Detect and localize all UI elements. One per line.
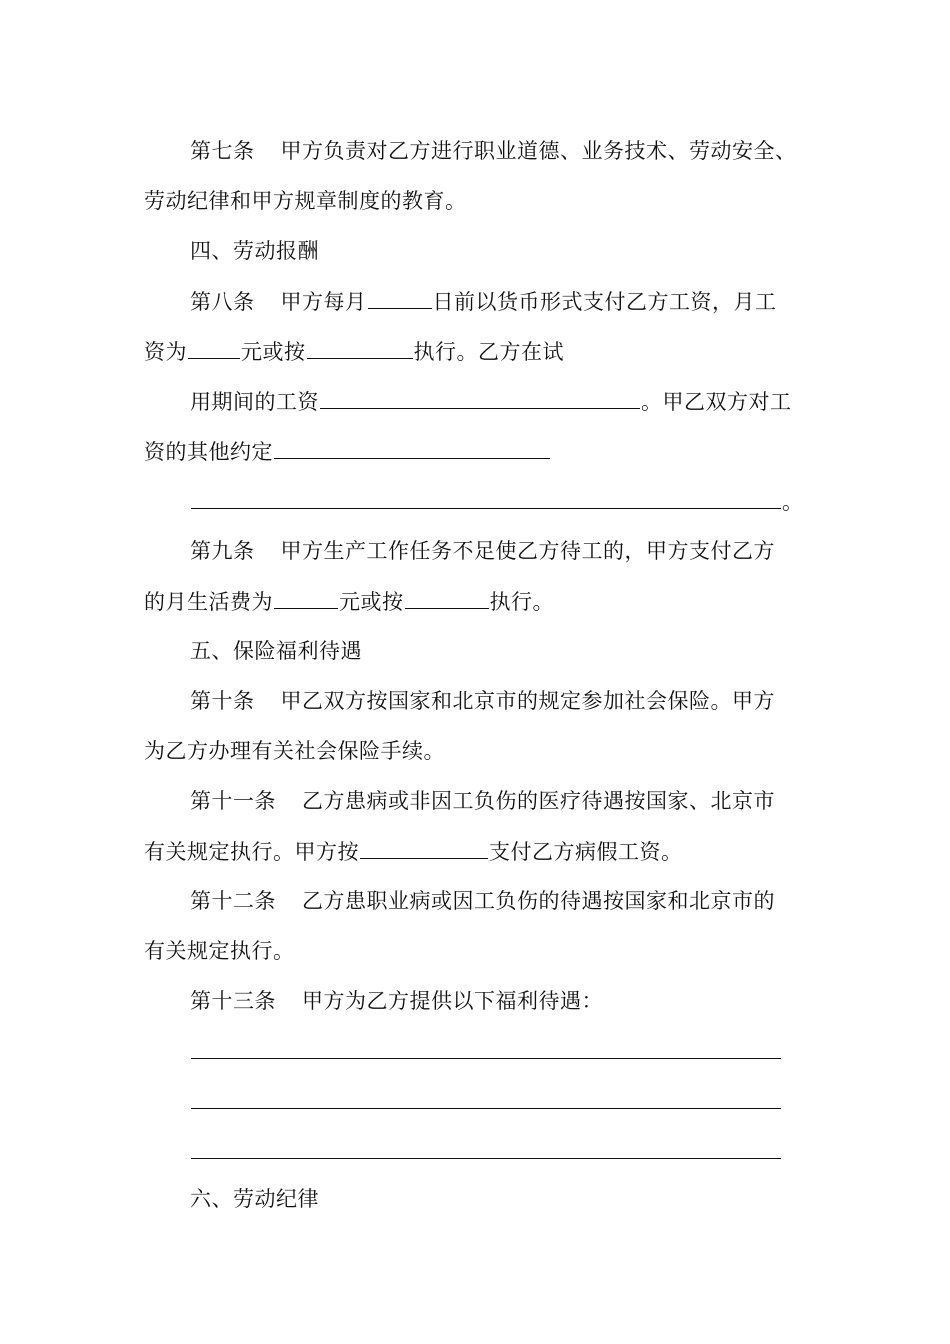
article-8-text-2b: 元或按 <box>241 340 306 364</box>
article-8-line-2 <box>144 336 564 367</box>
welfare-blank-3[interactable] <box>191 1136 781 1159</box>
article-9-line-2 <box>144 586 554 617</box>
other-wage-agreement-blank[interactable] <box>274 436 550 459</box>
article-8-number: 第八条 <box>190 290 255 314</box>
sick-leave-wage-blank[interactable] <box>360 836 488 859</box>
article-10-number: 第十条 <box>190 689 255 713</box>
other-wage-agreement-blank-2[interactable] <box>191 486 781 509</box>
welfare-blank-1[interactable] <box>191 1036 781 1059</box>
article-8-line-1 <box>190 286 777 317</box>
monthly-wage-blank[interactable] <box>188 336 240 359</box>
article-12-number: 第十二条 <box>190 889 276 913</box>
article-8-line-5 <box>190 486 804 517</box>
article-10-line-2: 为乙方办理有关社会保险手续。 <box>144 739 445 763</box>
wage-basis-blank[interactable] <box>307 336 413 359</box>
article-13-line-1 <box>190 986 603 1016</box>
section-4-heading: 四、劳动报酬 <box>190 239 319 263</box>
article-11-number: 第十一条 <box>190 789 276 813</box>
article-12-text-1: 乙方患职业病或因工负伤的待遇按国家和北京市的 <box>302 889 775 913</box>
article-9-text-1: 甲方生产工作任务不足使乙方待工的，甲方支付乙方 <box>280 539 775 563</box>
article-9-text-2a: 的月生活费为 <box>144 590 273 614</box>
article-9-text-2c: 执行。 <box>489 590 554 614</box>
article-8-text-4a: 资的其他约定 <box>144 440 273 464</box>
article-7-number: 第七条 <box>190 139 255 163</box>
article-9-text-2b: 元或按 <box>339 590 404 614</box>
section-6-heading: 六、劳动纪律 <box>190 1187 319 1211</box>
article-13-text-1: 甲方为乙方提供以下福利待遇： <box>302 989 603 1013</box>
article-8-text-2a: 资为 <box>144 340 187 364</box>
article-8-line-3 <box>190 386 792 417</box>
article-8-text-3a: 用期间的工资 <box>190 390 319 414</box>
probation-wage-blank[interactable] <box>320 386 640 409</box>
article-11-text-2b: 支付乙方病假工资。 <box>489 840 683 864</box>
article-8-text-3b: 。甲乙双方对工 <box>641 390 792 414</box>
article-11-line-1 <box>190 786 775 816</box>
article-8-line-4 <box>144 436 551 467</box>
article-8-text-1a: 甲方每月 <box>280 290 367 314</box>
article-11-line-2 <box>144 836 683 867</box>
article-8-text-2c: 执行。乙方在试 <box>413 340 564 364</box>
article-10-text-1: 甲乙双方按国家和北京市的规定参加社会保险。甲方 <box>280 689 775 713</box>
living-allowance-basis-blank[interactable] <box>405 586 489 609</box>
welfare-blank-2[interactable] <box>191 1086 781 1109</box>
pay-day-blank[interactable] <box>368 286 432 309</box>
welfare-line-1 <box>190 1036 782 1067</box>
article-10-line-1 <box>190 686 775 716</box>
article-13-number: 第十三条 <box>190 989 276 1013</box>
article-11-text-2a: 有关规定执行。甲方按 <box>144 840 359 864</box>
article-9-number: 第九条 <box>190 539 255 563</box>
article-8-text-5-end: 。 <box>782 490 804 514</box>
article-12-line-1 <box>190 886 775 916</box>
welfare-line-3 <box>190 1136 782 1167</box>
section-5-heading: 五、保险福利待遇 <box>190 639 362 663</box>
article-8-text-1b: 日前以货币形式支付乙方工资，月工 <box>432 290 777 314</box>
article-12-line-2: 有关规定执行。 <box>144 939 295 963</box>
welfare-line-2 <box>190 1086 782 1117</box>
article-7-text-1: 甲方负责对乙方进行职业道德、业务技术、劳动安全、 <box>280 139 797 163</box>
article-11-text-1: 乙方患病或非因工负伤的医疗待遇按国家、北京市 <box>302 789 775 813</box>
living-allowance-blank[interactable] <box>274 586 338 609</box>
article-7-line-2: 劳动纪律和甲方规章制度的教育。 <box>144 189 467 213</box>
article-9-line-1 <box>190 536 775 566</box>
article-7-line-1 <box>190 136 797 166</box>
